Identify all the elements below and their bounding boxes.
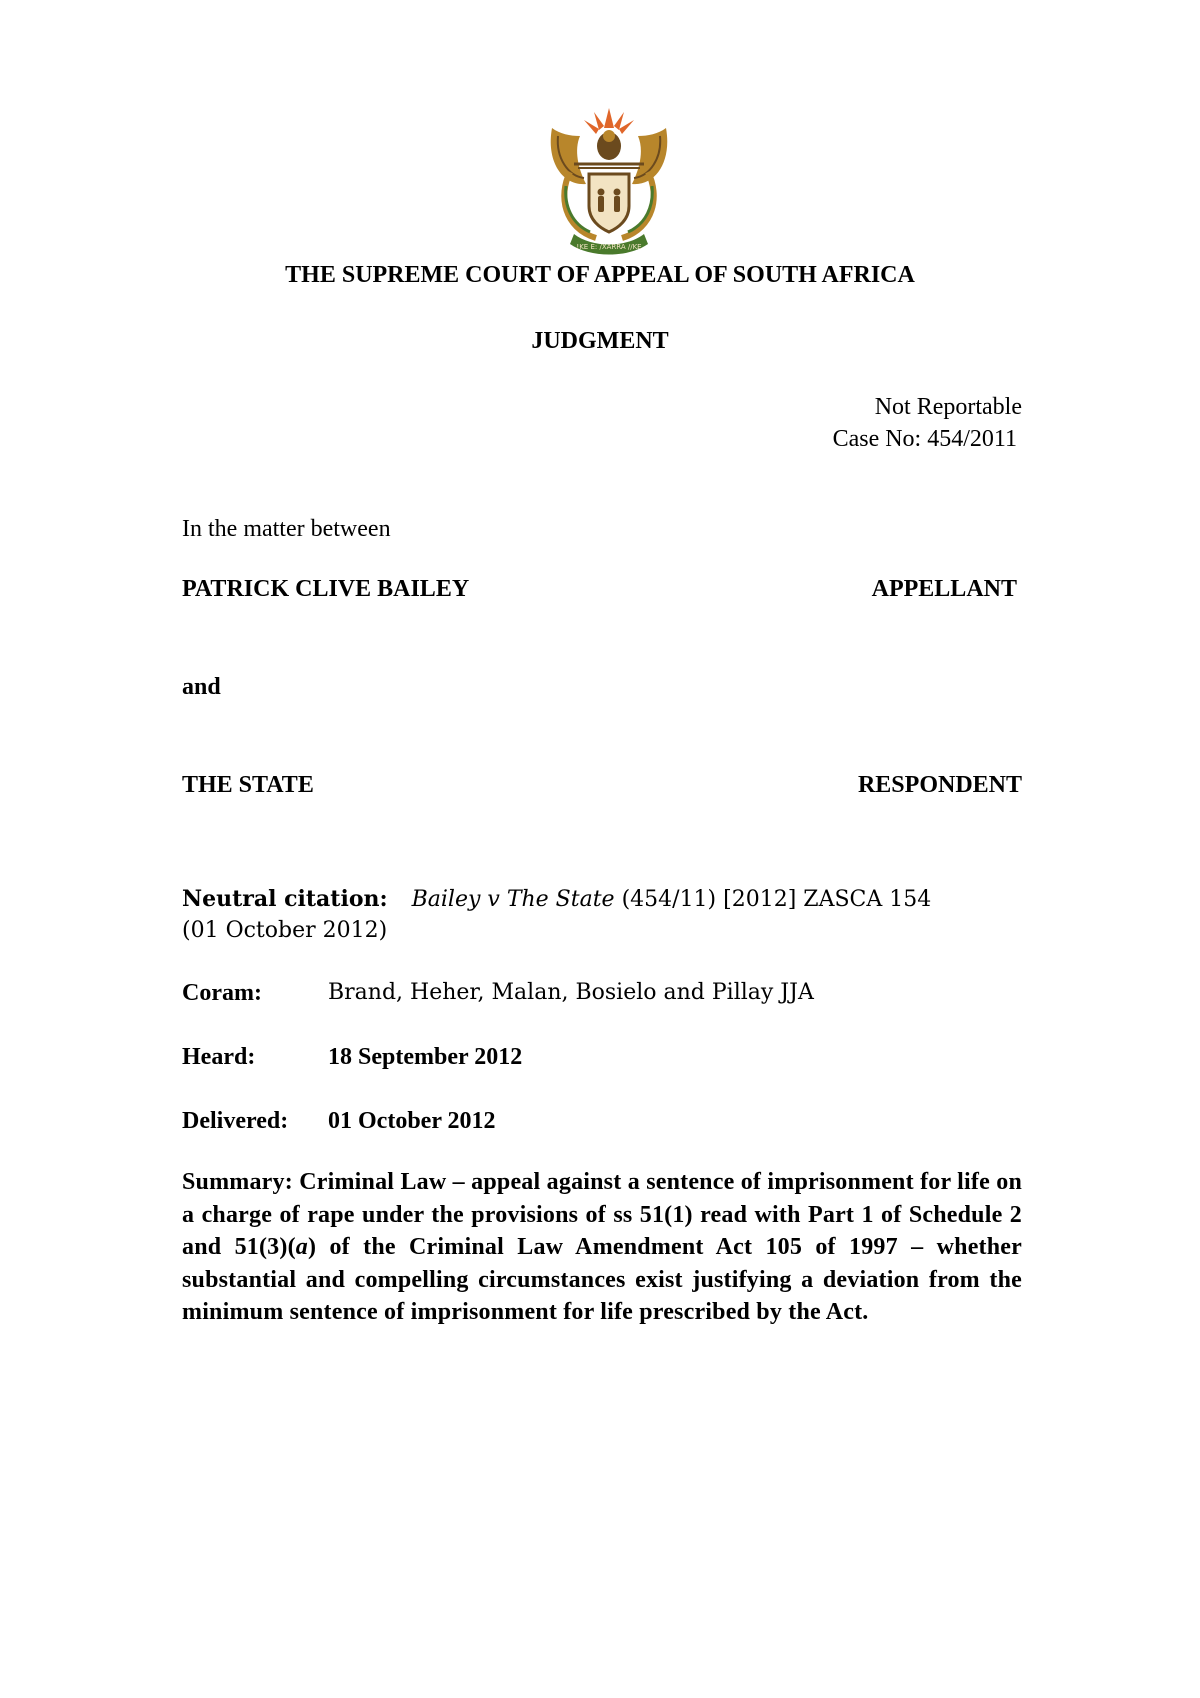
parties-conjunction: and <box>182 674 221 700</box>
summary-label: Summary: <box>182 1169 293 1195</box>
coram-label: Coram: <box>182 980 262 1006</box>
summary-paragraph <box>182 1166 1022 1329</box>
delivered-label: Delivered: <box>182 1108 289 1134</box>
summary-text-part1: Criminal Law – appeal against a sentence of imprisonment for life on a charge of rape under the provisions of ss 51(1) read with Part 1 of Schedule 2 and 51(3)( <box>182 1169 1022 1261</box>
heard-value: 18 September 2012 <box>328 1044 523 1070</box>
court-name: THE SUPREME COURT OF APPEAL OF SOUTH AFRICA <box>285 262 915 288</box>
citation-label: Neutral citation: <box>182 886 388 912</box>
delivered-value: 01 October 2012 <box>328 1108 496 1134</box>
citation-date: (01 October 2012) <box>182 918 388 943</box>
heard-label: Heard: <box>182 1044 256 1070</box>
respondent-name: THE STATE <box>182 772 314 798</box>
coram-value: Brand, Heher, Malan, Bosielo and Pillay JJA <box>328 980 814 1005</box>
crest-motto: !KE E: /XARRA //KE <box>576 243 642 251</box>
citation-case-name: Bailey v The State <box>411 887 615 912</box>
document-type: JUDGMENT <box>531 328 669 354</box>
citation-reference: (454/11) [2012] ZASCA 154 <box>621 887 932 912</box>
reportability-status: Not Reportable <box>874 394 1022 420</box>
summary-text-part2: ) of the Criminal Law Amendment Act 105 of 1997 – whether substantial and compelling circumstances exist justifying a deviation from the minimum sentence of imprisonment for life prescribed by the Act. <box>182 1234 1022 1326</box>
coat-of-arms-icon <box>544 106 674 256</box>
neutral-citation <box>182 884 931 915</box>
parties-intro: In the matter between <box>182 516 391 542</box>
appellant-name: PATRICK CLIVE BAILEY <box>182 576 470 602</box>
appellant-role: APPELLANT <box>871 576 1017 602</box>
case-number: Case No: 454/2011 <box>832 426 1017 452</box>
summary-text-italic: a <box>295 1234 308 1261</box>
respondent-role: RESPONDENT <box>857 772 1022 798</box>
